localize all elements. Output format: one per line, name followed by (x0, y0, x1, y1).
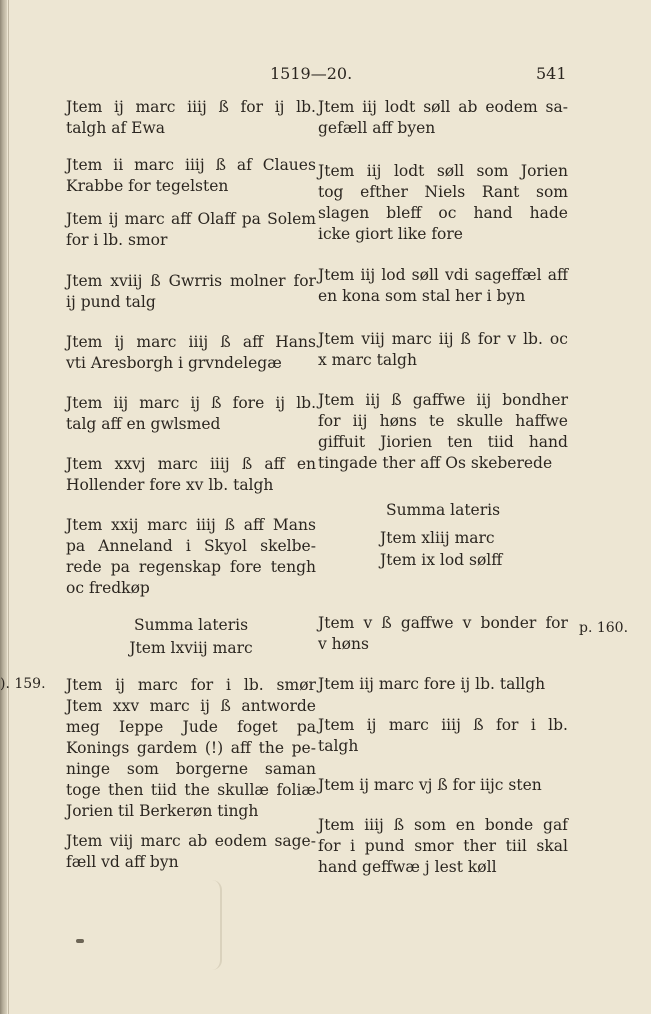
entry-line: Jtem iij marc fore ij lb. tallgh (318, 675, 546, 693)
entry-line: Jtem ij marc iiij ß aff Hans (66, 333, 316, 351)
ledger-entry (318, 97, 568, 139)
entry-line: en kona som stal her i byn (318, 287, 526, 305)
entry-line: tog efther Niels Rant som (318, 183, 568, 201)
entry-line: Hollender fore xv lb. talgh (66, 476, 274, 494)
entry-line: Jtem ij marc for i lb. smør (66, 676, 316, 694)
entry-line: slagen bleff oc hand hade (318, 204, 568, 222)
entry-line: Konings gardem (!) aff the pe- (66, 739, 316, 757)
ink-spot (76, 939, 84, 943)
entry-line: rede pa regenskap fore tengh (66, 558, 316, 576)
entry-line: Jtem v ß gaffwe v bonder for (318, 614, 568, 632)
entry-line: Jtem iij lodt søll som Jorien (318, 162, 568, 180)
entry-line: Jtem ij marc iiij ß for ij lb. (66, 98, 316, 116)
page-header-years: 1519—20. (270, 64, 353, 83)
entry-line: fæll vd aff byn (66, 853, 179, 871)
entry-line: Jtem iij ß gaffwe iij bondher (318, 391, 568, 409)
summa-lateris-title: Summa lateris (133, 616, 249, 634)
entry-line: icke giort like fore (318, 225, 463, 243)
entry-line: Jorien til Berkerøn tingh (66, 802, 259, 820)
ledger-entry (66, 393, 316, 435)
entry-line: v høns (318, 635, 369, 653)
ledger-entry (318, 265, 568, 307)
ledger-entry (318, 715, 568, 757)
ledger-entry (66, 515, 316, 599)
entry-line: giffuit Jiorien ten tiid hand (318, 433, 568, 451)
entry-line: Jtem xxij marc iiij ß aff Mans (66, 516, 316, 534)
margin-note-page-ref: p. 160. (579, 620, 629, 636)
ledger-entry (66, 271, 316, 313)
entry-line: oc fredkøp (66, 579, 150, 597)
entry-line: ninge som borgerne saman (66, 760, 316, 778)
page-fold-shadow (0, 880, 222, 970)
entry-line: for i pund smor ther tiil skal (318, 837, 568, 855)
summa-total: Jtem xliij marc (380, 529, 495, 547)
ledger-entry (318, 161, 568, 245)
entry-line: Jtem iij lodt søll ab eodem sa- (318, 98, 568, 116)
entry-line: vti Aresborgh i grvndelegæ (66, 354, 282, 372)
summa-total: Jtem lxviij marc (129, 639, 253, 657)
entry-line: tingade ther aff Os skeberede (318, 454, 553, 472)
summa-lateris-title: Summa lateris (385, 501, 501, 519)
entry-line: talgh af Ewa (66, 119, 165, 137)
entry-line: Jtem iiij ß som en bonde gaf (318, 816, 568, 834)
entry-line: Jtem iij marc ij ß fore ij lb. (66, 394, 316, 412)
ledger-entry (318, 815, 568, 878)
entry-line: ij pund talg (66, 293, 156, 311)
ledger-entry (318, 674, 568, 695)
entry-line: Jtem xxvj marc iiij ß aff en (66, 455, 316, 473)
entry-line: talgh (318, 737, 359, 755)
page-edge-lines (8, 0, 12, 1014)
entry-line: Jtem ij marc vj ß for iijc sten (318, 776, 542, 794)
entry-line: gefæll aff byen (318, 119, 436, 137)
entry-line: x marc talgh (318, 351, 417, 369)
ledger-entry (66, 209, 316, 251)
summa-total: Jtem ix lod sølff (380, 551, 503, 569)
ledger-entry (318, 390, 568, 474)
entry-line: talg aff en gwlsmed (66, 415, 221, 433)
entry-line: toge then tiid the skullæ foliæ (66, 781, 316, 799)
entry-line: Jtem ij marc aff Olaff pa Solem (66, 210, 316, 228)
entry-line: for i lb. smor (66, 231, 168, 249)
entry-line: Jtem xviij ß Gwrris molner for (66, 272, 316, 290)
entry-line: Jtem xxv marc ij ß antworde (66, 697, 316, 715)
entry-line: Jtem iij lod søll vdi sageffæl aff (318, 266, 568, 284)
margin-note-page-ref: ). 159. (0, 676, 46, 692)
entry-line: Jtem viij marc iij ß for v lb. oc (318, 330, 568, 348)
ledger-entry (318, 775, 568, 796)
ledger-entry (318, 329, 568, 371)
ledger-entry (66, 831, 316, 873)
ledger-entry (66, 675, 316, 822)
entry-line: for iij høns te skulle haffwe (318, 412, 568, 430)
entry-line: Jtem ij marc iiij ß for i lb. (318, 716, 568, 734)
entry-line: Krabbe for tegelsten (66, 177, 229, 195)
entry-line: Jtem viij marc ab eodem sage- (66, 832, 316, 850)
entry-line: meg Ieppe Jude foget pa (66, 718, 316, 736)
ledger-entry (66, 155, 316, 197)
ledger-entry (66, 332, 316, 374)
page-number: 541 (536, 64, 567, 83)
entry-line: hand geffwæ j lest køll (318, 858, 497, 876)
summa-items (380, 527, 502, 571)
entry-line: Jtem ii marc iiij ß af Claues (66, 156, 316, 174)
ledger-entry (66, 454, 316, 496)
book-spine-edge (0, 0, 7, 1014)
ledger-entry (318, 613, 568, 655)
ledger-entry (66, 97, 316, 139)
entry-line: pa Anneland i Skyol skelbe- (66, 537, 316, 555)
